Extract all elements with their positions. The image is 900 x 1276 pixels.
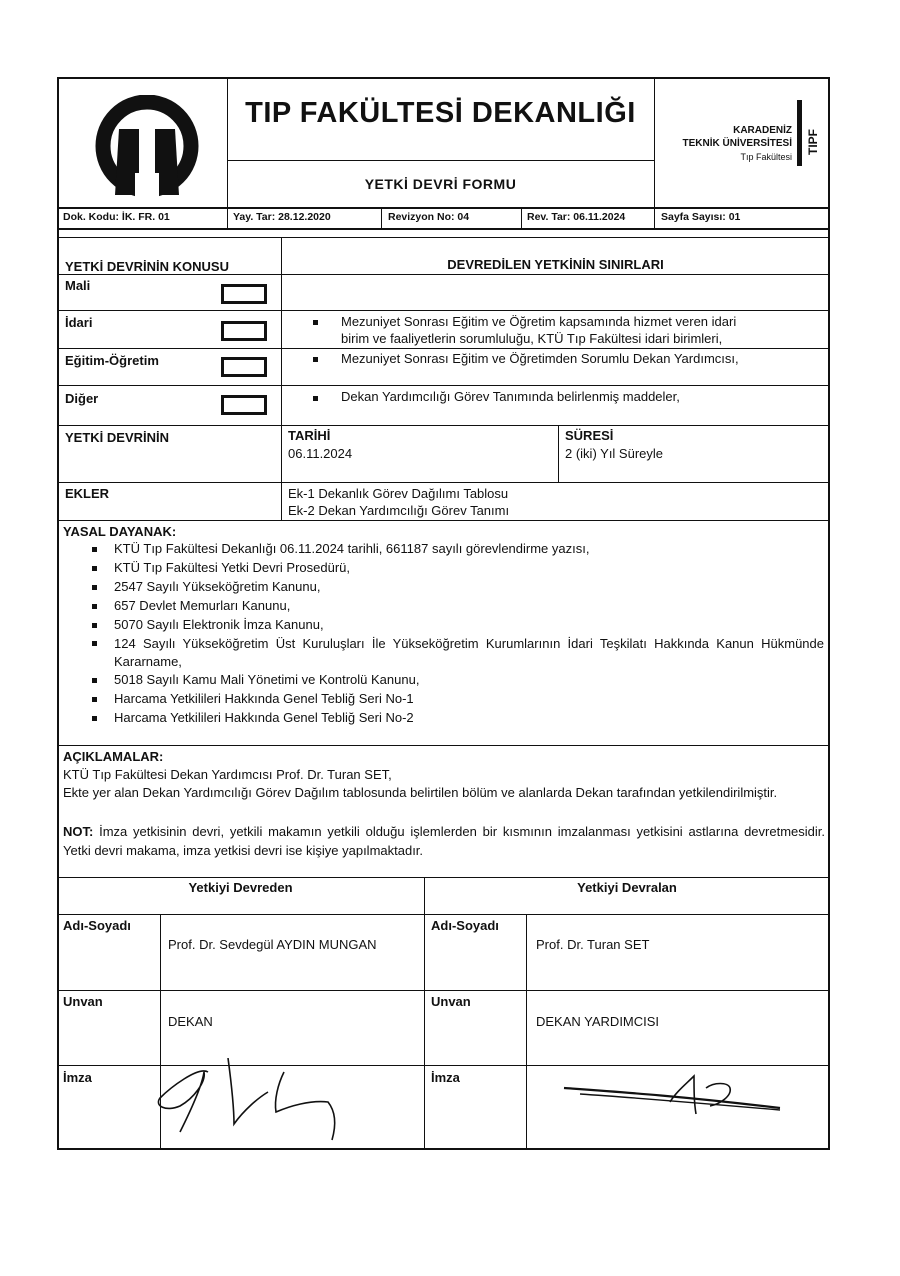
- meta-divider-4: [654, 207, 655, 228]
- scope-limit-diger-1: Dekan Yardımcılığı Görev Tanımında belirlenmiş maddeler,: [341, 389, 680, 404]
- attachments-label: EKLER: [65, 486, 110, 501]
- revision-date: Rev. Tar: 06.11.2024: [527, 211, 626, 223]
- delegator-title-label: Unvan: [63, 994, 103, 1009]
- bullet: [313, 396, 318, 401]
- university-faculty: Tıp Fakültesi: [740, 152, 792, 162]
- scope-limit-egitim-1: Mezuniyet Sonrası Eğitim ve Öğretimden Sorumlu Dekan Yardımcısı,: [341, 351, 739, 366]
- bullet: [92, 585, 97, 590]
- scope-label-mali: Mali: [65, 278, 91, 293]
- date-value: 06.11.2024: [288, 446, 353, 461]
- notes-line-2: Ekte yer alan Dekan Yardımcılığı Görev Dağılım tablosunda belirtilen bölüm ve alanlarda Dekan tarafından yetkilendirilmiştir.: [63, 785, 778, 800]
- bullet: [313, 320, 318, 325]
- university-name-1: KARADENİZ: [733, 125, 792, 136]
- bullet: [92, 641, 97, 646]
- university-logo: [85, 95, 209, 197]
- delegator-name: Prof. Dr. Sevdegül AYDIN MUNGAN: [168, 937, 377, 952]
- legal-item-3: 2547 Sayılı Yükseköğretim Kanunu,: [114, 579, 321, 594]
- university-name-2: TEKNİK ÜNİVERSİTESİ: [682, 138, 792, 149]
- scope-limit-idari-2: birim ve faaliyetlerin sorumluluğu, KTÜ Tıp Fakültesi idari birimleri,: [341, 331, 723, 346]
- bullet: [92, 678, 97, 683]
- delegatee-sign-label: İmza: [431, 1070, 460, 1085]
- note-text: İmza yetkisinin devri, yetkili makamın yetkili olduğu işlemlerden bir kısmının imzalanması yetkisini astlarına devretmesidir. Yetki devri makama, imza yetkisi devri ise kişiye yapılmaktadır.: [63, 824, 825, 858]
- bullet: [92, 566, 97, 571]
- signature-line-1: [57, 914, 830, 915]
- legal-item-7: 5018 Sayılı Kamu Mali Yönetimi ve Kontrolü Kanunu,: [114, 672, 420, 687]
- meta-divider-2: [381, 207, 382, 228]
- legal-item-2: KTÜ Tıp Fakültesi Yetki Devri Prosedürü,: [114, 560, 351, 575]
- signature-label-divider-right: [526, 914, 527, 1150]
- scope-right-header: DEVREDİLEN YETKİNİN SINIRLARI: [447, 257, 664, 272]
- bullet: [92, 547, 97, 552]
- legal-item-9: Harcama Yetkilileri Hakkında Genel Tebliğ Seri No-2: [114, 710, 414, 725]
- notes-note: [63, 822, 825, 860]
- timing-divider-1: [281, 425, 282, 520]
- page-count: Sayfa Sayısı: 01: [661, 211, 741, 223]
- legal-item-4: 657 Devlet Memurları Kanunu,: [114, 598, 291, 613]
- header-meta-top: [57, 207, 830, 209]
- header-meta-bottom: [57, 228, 830, 230]
- bullet: [92, 623, 97, 628]
- delegatee-name: Prof. Dr. Turan SET: [536, 937, 650, 952]
- notes-heading: AÇIKLAMALAR:: [63, 749, 164, 764]
- legal-item-6: 124 Sayılı Yükseköğretim Üst Kuruluşları İle Yükseköğretim Kurumlarının İdari Teşkilatı Hakkında Kanun Hükmünde Kararname,: [114, 636, 824, 669]
- checkbox-idari: [221, 321, 267, 341]
- checkbox-egitim: [221, 357, 267, 377]
- legal-bottom: [57, 745, 830, 746]
- timing-label: YETKİ DEVRİNİN: [65, 430, 170, 445]
- page-title: TIP FAKÜLTESİ DEKANLIĞI: [245, 97, 636, 129]
- scope-row-line-3: [57, 348, 830, 349]
- legal-item-8: Harcama Yetkilileri Hakkında Genel Tebliğ Seri No-1: [114, 691, 414, 706]
- header-title-divider: [227, 160, 654, 161]
- date-label: TARİHİ: [288, 428, 331, 443]
- notes-line-1: KTÜ Tıp Fakültesi Dekan Yardımcısı Prof. Dr. Turan SET,: [63, 767, 392, 782]
- scope-row-line-5: [57, 425, 830, 426]
- attachment-item-1: Ek-1 Dekanlık Görev Dağılımı Tablosu: [288, 486, 509, 501]
- publish-date: Yay. Tar: 28.12.2020: [233, 211, 331, 223]
- delegatee-title: DEKAN YARDIMCISI: [536, 1014, 660, 1029]
- bullet: [313, 357, 318, 362]
- duration-value: 2 (iki) Yıl Süreyle: [565, 446, 664, 461]
- scope-label-diger: Diğer: [65, 391, 99, 406]
- signature-center-divider: [424, 877, 425, 1150]
- notes-bottom: [57, 877, 830, 878]
- attachment-item-2: Ek-2 Dekan Yardımcılığı Görev Tanımı: [288, 503, 510, 518]
- university-abbr: TIPF: [806, 129, 820, 155]
- checkbox-diger: [221, 395, 267, 415]
- delegator-signature: [150, 1058, 350, 1146]
- timing-bottom: [57, 482, 830, 483]
- signature-line-2: [57, 990, 830, 991]
- bullet: [92, 697, 97, 702]
- legal-item-5: 5070 Sayılı Elektronik İmza Kanunu,: [114, 617, 324, 632]
- timing-divider-2: [558, 425, 559, 482]
- scope-label-egitim: Eğitim-Öğretim: [65, 353, 159, 368]
- legal-item-1: KTÜ Tıp Fakültesi Dekanlığı 06.11.2024 tarihli, 661187 sayılı görevlendirme yazısı,: [114, 541, 590, 556]
- bullet: [92, 716, 97, 721]
- form-name: YETKİ DEVRİ FORMU: [364, 176, 517, 192]
- bullet: [92, 604, 97, 609]
- scope-row-line-1: [57, 274, 830, 275]
- delegatee-signature: [560, 1070, 790, 1126]
- doc-code: Dok. Kodu: İK. FR. 01: [63, 211, 170, 223]
- duration-label: SÜRESİ: [565, 428, 614, 443]
- delegatee-header: Yetkiyi Devralan: [577, 880, 677, 895]
- scope-limit-idari-1: Mezuniyet Sonrası Eğitim ve Öğretim kapsamında hizmet veren idari: [341, 314, 737, 329]
- university-bar: [797, 100, 802, 166]
- revision-number: Revizyon No: 04: [388, 211, 470, 223]
- header-divider-right: [654, 77, 655, 207]
- scope-top: [57, 237, 830, 238]
- note-label: NOT:: [63, 824, 94, 839]
- legal-heading: YASAL DAYANAK:: [63, 524, 177, 539]
- delegator-title: DEKAN: [168, 1014, 213, 1029]
- delegator-header: Yetkiyi Devreden: [188, 880, 293, 895]
- meta-divider-1: [227, 207, 228, 228]
- scope-row-line-2: [57, 310, 830, 311]
- delegator-sign-label: İmza: [63, 1070, 92, 1085]
- delegatee-name-label: Adı-Soyadı: [431, 918, 499, 933]
- scope-row-line-4: [57, 385, 830, 386]
- attachments-bottom: [57, 520, 830, 521]
- scope-label-idari: İdari: [65, 315, 93, 330]
- scope-left-header: YETKİ DEVRİNİN KONUSU: [65, 259, 229, 274]
- checkbox-mali: [221, 284, 267, 304]
- scope-divider: [281, 237, 282, 425]
- meta-divider-3: [521, 207, 522, 228]
- delegatee-title-label: Unvan: [431, 994, 471, 1009]
- delegator-name-label: Adı-Soyadı: [63, 918, 131, 933]
